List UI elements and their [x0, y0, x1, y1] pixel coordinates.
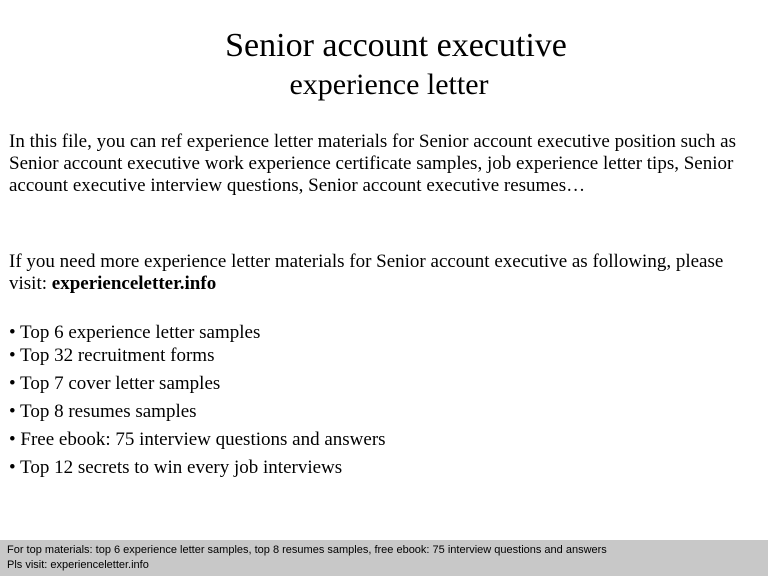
title-line-2: experience letter [289, 68, 489, 101]
bullet-list [9, 322, 386, 485]
footer-bar [0, 540, 768, 576]
list-item: • Top 6 experience letter samples [9, 322, 261, 343]
visit-link[interactable]: experienceletter.info [51, 273, 217, 294]
footer-line-1: For top materials: top 6 experience letter samples, top 8 resumes samples, free ebook: 75 interview questions and answers [7, 544, 607, 556]
visit-text: If you need more experience letter materials for Senior account executive as following, please visit: [9, 251, 724, 294]
list-item: • Top 7 cover letter samples [9, 373, 221, 394]
list-item: • Top 32 recruitment forms [9, 345, 215, 366]
list-item: • Top 12 secrets to win every job interviews [9, 457, 343, 478]
intro-paragraph: In this file, you can ref experience letter materials for Senior account executive position such as Senior account executive work experience certificate samples, job experience letter tips, Senior account executive interview questions, Senior account executive resumes… [9, 131, 737, 196]
visit-paragraph [9, 251, 764, 295]
footer-line-2: Pls visit: experienceletter.info [7, 559, 149, 571]
page-title [0, 26, 768, 104]
list-item: • Free ebook: 75 interview questions and answers [9, 429, 386, 450]
title-line-1: Senior account executive [225, 27, 567, 64]
body-text [9, 131, 764, 294]
list-item: • Top 8 resumes samples [9, 401, 197, 422]
